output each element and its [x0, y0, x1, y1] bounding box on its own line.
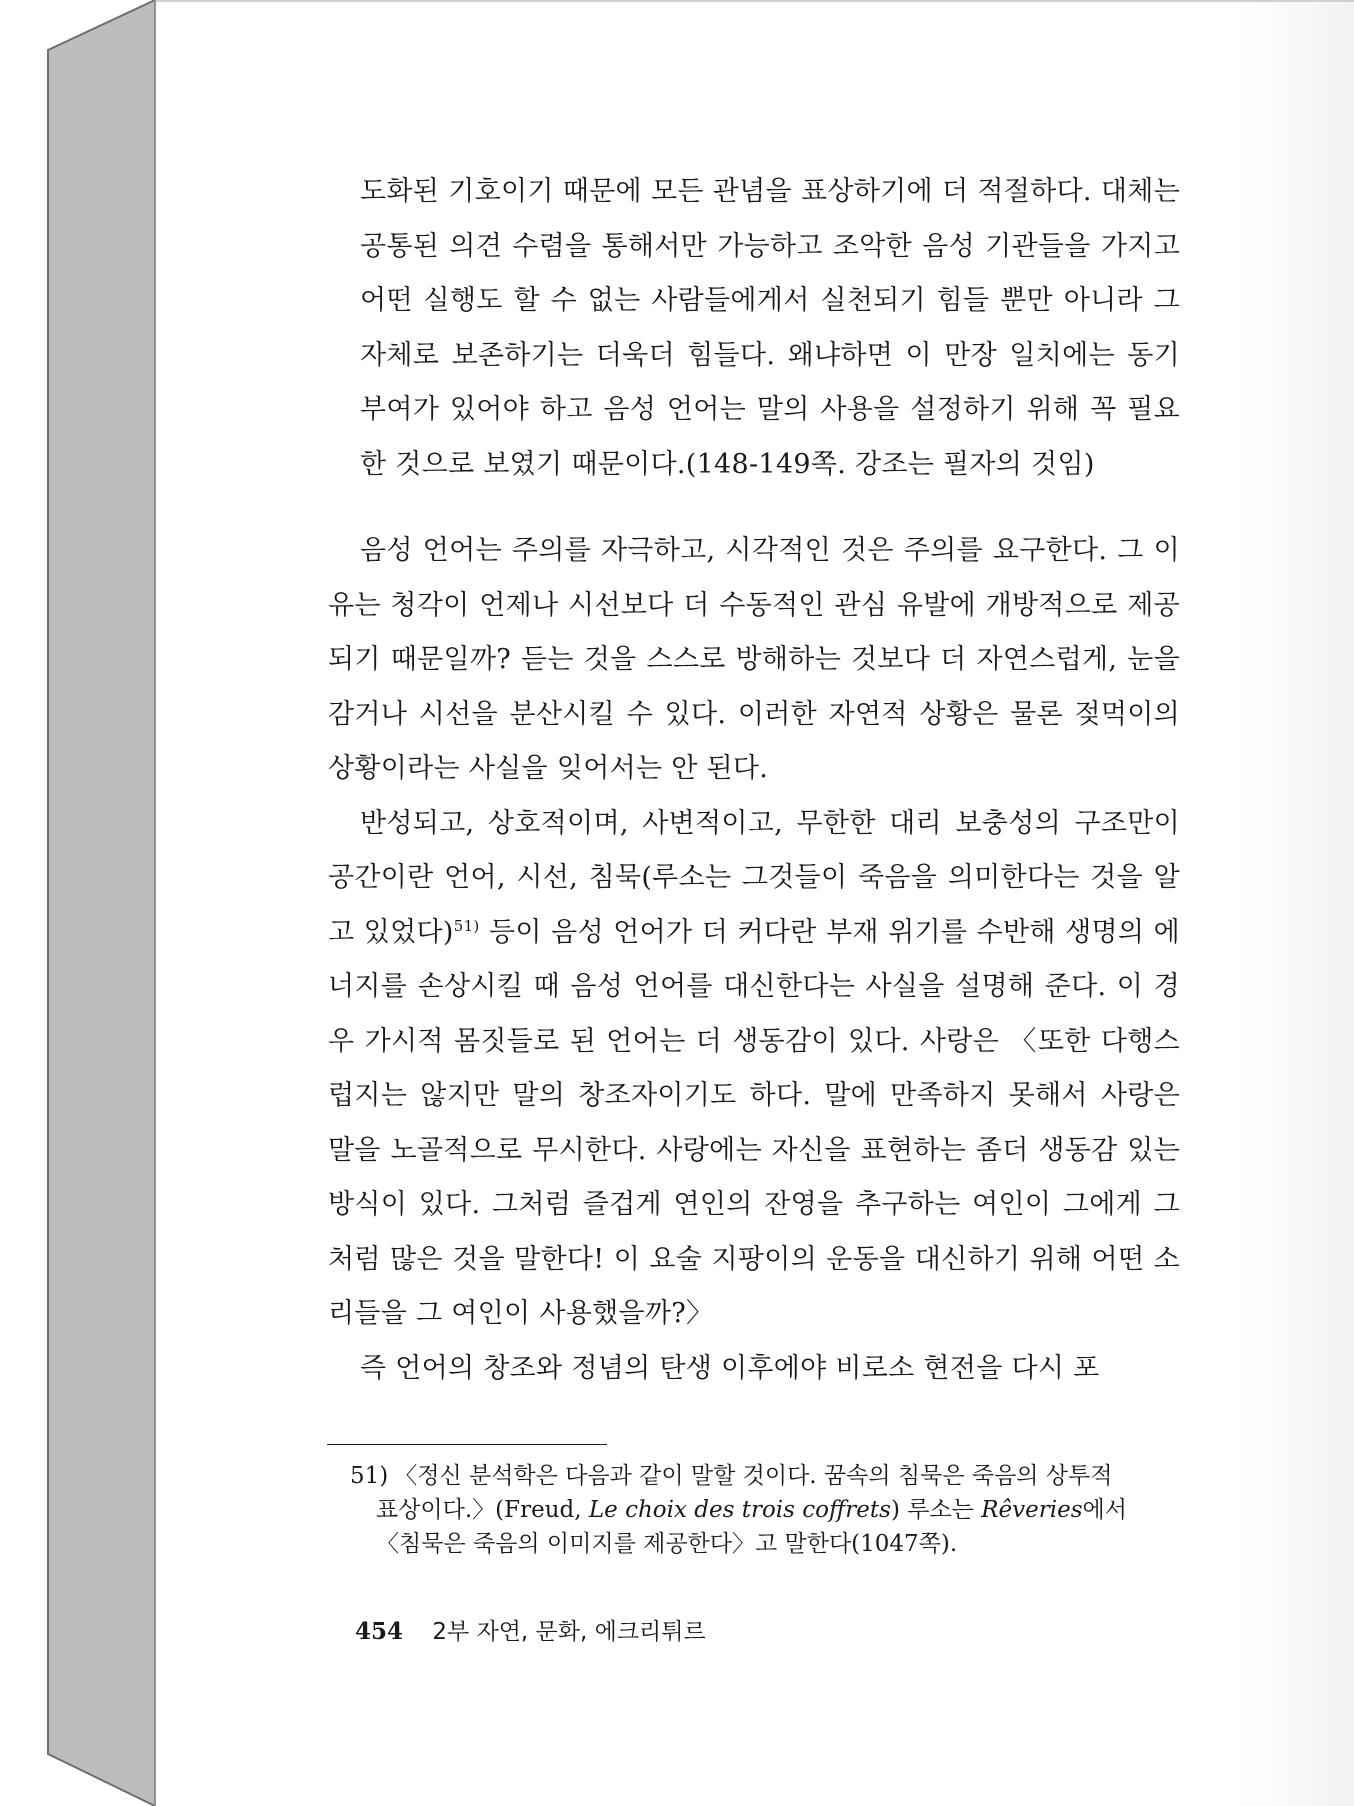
paragraph-text: 반성되고, 상호적이며, 사변적이고, 무한한 대리 보충성의 구조만이 공간이란 언어, 시선, 침묵(루소는 그것들이 죽음을 의미한다는 것을 알고 있었다): [328, 807, 1180, 948]
footnote-number: 51): [350, 1463, 389, 1489]
book-spine-shape: [0, 0, 160, 1806]
footnote-text: 〈정신 분석학은 다음과 같이 말할 것이다. 꿈속의 침묵은 죽음의 상투적: [394, 1463, 1113, 1489]
footnote: [350, 1459, 1180, 1561]
footnote-title: Le choix des trois coffrets: [588, 1497, 891, 1523]
block-quote: [360, 165, 1180, 492]
footnote-divider: [327, 1444, 607, 1445]
quote-line: 한 것으로 보였기 때문이다.(148-149쪽. 강조는 필자의 것임): [360, 448, 1095, 480]
body-text: [328, 524, 1180, 1396]
footnote-line: [350, 1493, 1180, 1527]
page-footer: [355, 1617, 706, 1647]
footnote-title: Rêveries: [981, 1497, 1083, 1523]
paragraph: [328, 797, 1180, 1342]
footnote-text: 표상이다.〉(Freud,: [376, 1497, 589, 1523]
book-spine: [0, 0, 160, 1806]
paragraph: 즉 언어의 창조와 정념의 탄생 이후에야 비로소 현전을 다시 포: [360, 1352, 1100, 1384]
page-number: 454: [355, 1618, 404, 1645]
footnote-line: 〈침묵은 죽음의 이미지를 제공한다〉고 말한다(1047쪽).: [376, 1531, 958, 1557]
quote-line: 어떤 실행도 할 수 없는 사람들에게서 실천되기 힘들 뿐만 아니라 그: [360, 285, 1180, 316]
quote-line: 공통된 의견 수렴을 통해서만 가능하고 조악한 음성 기관들을 가지고: [360, 230, 1180, 262]
running-head: 2부 자연, 문화, 에크리튀르: [432, 1619, 706, 1645]
paragraph-text: 등이 음성 언어가 더 커다란 부재 위기를 수반해 생명의 에너지를 손상시킬 때 음성 언어를 대신한다는 사실을 설명해 준다. 이 경우 가시적 몸짓들로 된 언어는 더 생동감이 있다. 사랑은 〈또한 다행스럽지는 않지만 말의 창조자이기도 하다. 말에 만족하지 못해서 사랑은 말을 노골적으로 무시한다. 사랑에는 자신을 표현하는 좀더 생동감 있는 방식이 있다. 그처럼 즐겁게 연인의 잔영을 추구하는 여인이 그에게 그처럼 많은 것을 말한다! 이 요술 지팡이의 운동을 대신하기 위해 어떤 소리들을 그 여인이 사용했을까?〉: [328, 916, 1180, 1329]
quote-line: 자체로 보존하기는 더욱더 힘들다. 왜냐하면 이 만장 일치에는 동기: [360, 339, 1180, 371]
quote-line: 부여가 있어야 하고 음성 언어는 말의 사용을 설정하기 위해 꼭 필요: [360, 394, 1180, 425]
footnote-reference[interactable]: 51): [453, 916, 480, 935]
footnote-text: 에서: [1082, 1497, 1127, 1523]
footnote-text: ) 루소는: [890, 1497, 982, 1523]
paragraph: 음성 언어는 주의를 자극하고, 시각적인 것은 주의를 요구한다. 그 이유는 청각이 언제나 시선보다 더 수동적인 관심 유발에 개방적으로 제공되기 때문일까? 듣는 것을 스스로 방해하는 것보다 더 자연스럽게, 눈을 감거나 시선을 분산시킬 수 있다. 이러한 자연적 상황은 물론 젖먹이의 상황이라는 사실을 잊어서는 안 된다.: [328, 535, 1180, 784]
quote-line: 도화된 기호이기 때문에 모든 관념을 표상하기에 더 적절하다. 대체는: [360, 176, 1180, 207]
